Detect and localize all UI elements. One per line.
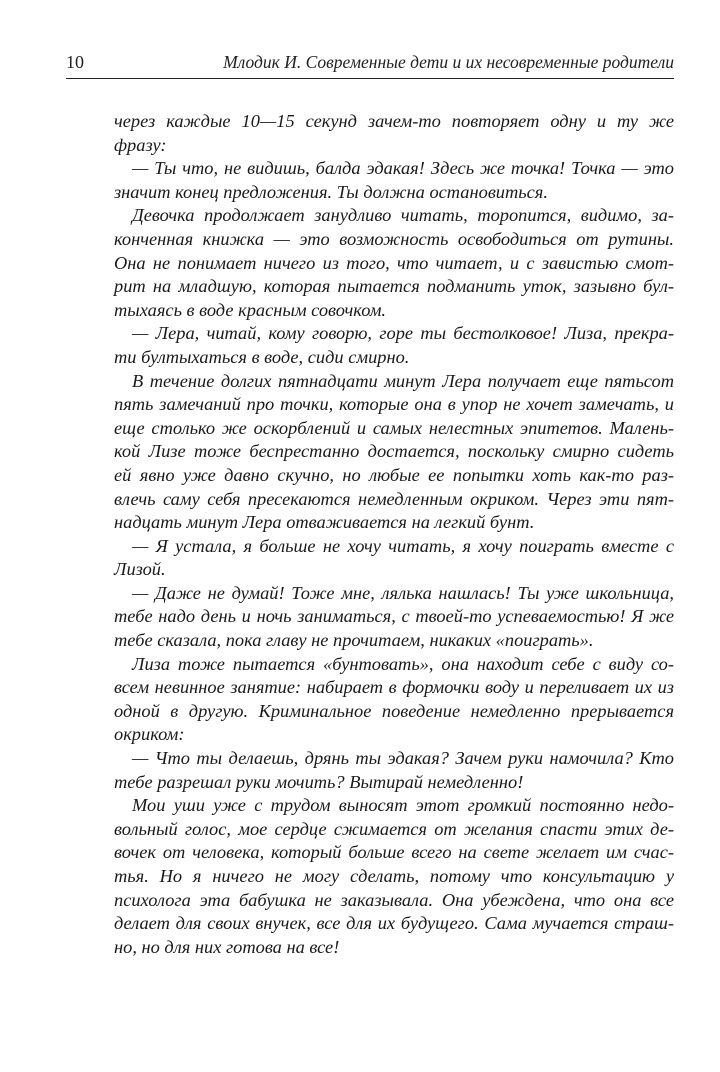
text-line: Мои уши уже с трудом выносят этот громкий постоянно недо-: [132, 795, 674, 816]
text-line: Лизой.: [114, 559, 166, 580]
text-line: фразу:: [114, 134, 167, 155]
text-line: Она не понимает ничего из того, что читает, и с завистью смот-: [114, 252, 674, 273]
text-line: надцать минут Лера отваживается на легкий бунт.: [114, 512, 535, 533]
text-line: ти бултыхаться в воде, сиди смирно.: [114, 346, 410, 367]
page-number: 10: [66, 52, 84, 72]
text-line: — Я устала, я больше не хочу читать, я хочу поиграть вместе с: [132, 535, 674, 556]
text-line: тыхаясь в воде красным совочком.: [114, 299, 387, 320]
text-line: кой Лизе тоже беспрестанно достается, поскольку смирно сидеть: [114, 441, 674, 462]
text-line: рит на младшую, которая пытается подманить уток, зазывно бул-: [114, 276, 674, 297]
text-line: делает для своих внучек, все для их будущего. Сама мучается страш-: [114, 913, 674, 934]
paragraph: [114, 157, 674, 204]
text-line: конченная книжка — это возможность освободиться от рутины.: [114, 228, 674, 249]
paragraph: [114, 535, 674, 582]
text-line: тья. Но я ничего не могу сделать, потому что консультацию у: [114, 866, 674, 886]
running-header: [66, 46, 674, 79]
text-line: но, но для них готова на все!: [114, 936, 340, 957]
text-line: тебе разрешал руки мочить? Вытирай немедленно!: [114, 771, 524, 792]
text-line: всем невинное занятие: набирает в формочки воду и переливает их из: [114, 677, 674, 698]
paragraph: [114, 110, 674, 157]
body-text: [114, 110, 674, 959]
text-line: тебе надо день и ночь заниматься, с твоей-то успеваемостью! Я же: [114, 606, 674, 627]
text-line: одной в другую. Криминальное поведение немедленно прерывается: [114, 700, 674, 721]
text-line: пять замечаний про точки, которые она в упор не хочет замечать, и: [114, 394, 674, 415]
text-line: Лиза тоже пытается «бунтовать», она находит себе с виду со-: [132, 653, 674, 674]
paragraph: [114, 582, 674, 653]
text-line: еще столько же оскорблений и самых нелестных эпитетов. Малень-: [114, 417, 674, 438]
text-line: — Ты что, не видишь, балда эдакая! Здесь же точка! Точка — это: [132, 158, 674, 179]
text-line: психолога эта бабушка не заказывала. Она убеждена, что она все: [114, 889, 674, 910]
text-line: ей явно уже давно скучно, но любые ее попытки хоть как-то раз-: [114, 464, 674, 485]
text-line: окриком:: [114, 724, 185, 745]
paragraph: [114, 747, 674, 794]
paragraph: [114, 322, 674, 369]
text-line: влечь саму себя пресекаются немедленным окриком. Через эти пят-: [114, 488, 674, 509]
paragraph: [114, 794, 674, 959]
text-line: через каждые 10—15 секунд зачем-то повторяет одну и ту же: [114, 111, 674, 131]
paragraph: [114, 204, 674, 322]
text-line: Девочка продолжает занудливо читать, торопится, видимо, за-: [132, 205, 674, 226]
text-line: — Лера, читай, кому говорю, горе ты бестолковое! Лиза, прекра-: [132, 323, 674, 344]
paragraph: [114, 370, 674, 535]
text-line: вольный голос, мое сердце сжимается от желания спасти этих де-: [114, 818, 674, 839]
text-line: — Что ты делаешь, дрянь ты эдакая? Зачем руки намочила? Кто: [132, 748, 674, 769]
running-title: Млодик И. Современные дети и их несовременные родители: [223, 52, 674, 72]
text-line: значит конец предложения. Ты должна остановиться.: [114, 181, 548, 202]
paragraph: [114, 653, 674, 747]
text-line: вочек от человека, который больше всего на свете желает им счас-: [114, 842, 674, 863]
text-line: В течение долгих пятнадцати минут Лера получает еще пятьсот: [132, 370, 674, 391]
text-line: тебе сказала, пока главу не прочитаем, никаких «поиграть».: [114, 630, 594, 651]
text-line: — Даже не думай! Тоже мне, лялька нашлась! Ты уже школьница,: [132, 582, 674, 603]
